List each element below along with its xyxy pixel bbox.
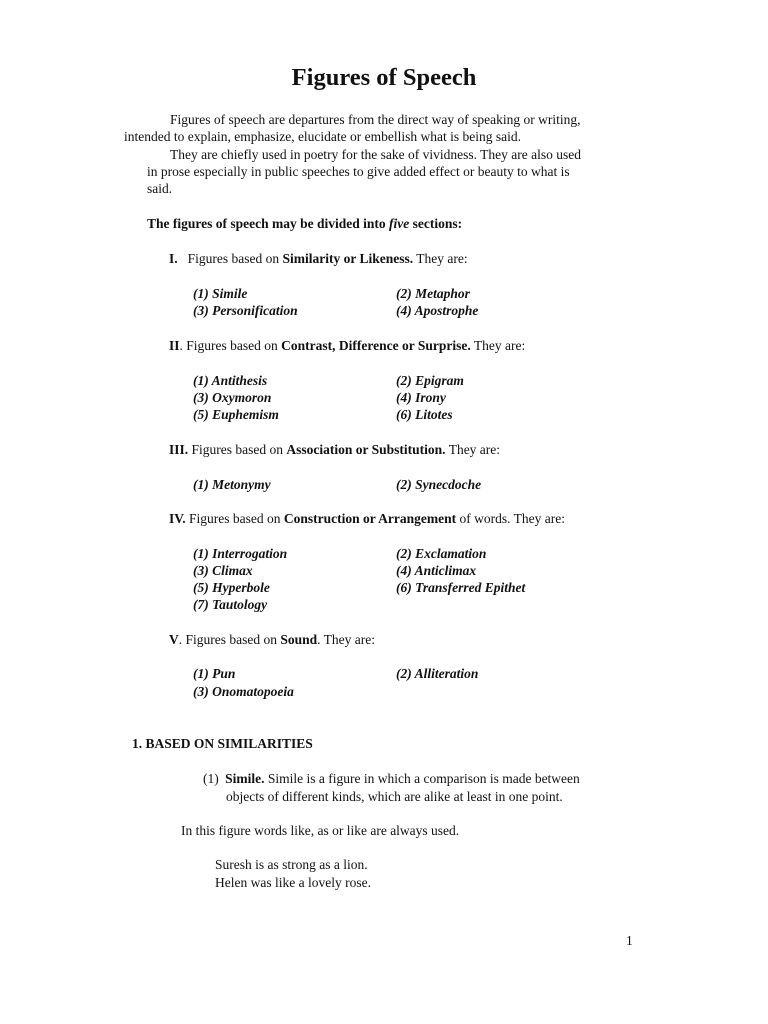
intro-line: Figures of speech are departures from the direct way of speaking or writing, <box>170 112 581 127</box>
section-heading <box>169 250 468 267</box>
list-item: (3) Climax <box>193 563 253 578</box>
list-item: (2) Epigram <box>396 373 464 388</box>
definition-term: Simile. <box>225 771 265 786</box>
list-item: (1) Simile <box>193 286 248 301</box>
section-numeral: II <box>169 338 180 353</box>
intro-line: They are chiefly used in poetry for the sake of vividness. They are also used <box>170 147 581 162</box>
section-numeral: III. <box>169 442 189 457</box>
list-item: (2) Alliteration <box>396 666 479 681</box>
body-text: In this figure words like, as or like are always used. <box>181 823 460 838</box>
example-line: Suresh is as strong as a lion. <box>215 857 368 872</box>
definition-text: Simile is a figure in which a comparison is made between <box>264 771 580 786</box>
definition-line: objects of different kinds, which are alike at least in one point. <box>226 789 563 804</box>
section-tail: They are: <box>445 442 501 457</box>
list-item: (4) Apostrophe <box>396 303 479 318</box>
sections-intro-emphasis: five <box>389 216 410 231</box>
list-item: (6) Transferred Epithet <box>396 580 526 595</box>
list-item: (2) Synecdoche <box>396 477 482 492</box>
section-numeral: V <box>169 632 179 647</box>
section-bold: Association or Substitution. <box>286 442 446 457</box>
section-bold: Contrast, Difference or Surprise. <box>281 338 471 353</box>
list-item: (3) Personification <box>193 303 298 318</box>
section-heading <box>169 337 525 354</box>
section-lead: . Figures based on <box>178 632 281 647</box>
section-lead: Figures based on <box>187 251 283 266</box>
page-number: 1 <box>626 933 633 948</box>
list-item: (1) Antithesis <box>193 373 268 388</box>
section-tail: They are: <box>413 251 468 266</box>
section-numeral: IV. <box>169 511 186 526</box>
sections-intro-text: sections: <box>409 216 463 231</box>
section-numeral: I. <box>169 251 178 266</box>
list-item: (3) Oxymoron <box>193 390 272 405</box>
list-item: (2) Exclamation <box>396 546 487 561</box>
section-heading <box>169 631 375 648</box>
list-item: (1) Pun <box>193 666 236 681</box>
section-tail: . They are: <box>317 632 376 647</box>
definition-line <box>203 770 580 787</box>
sections-intro <box>147 215 462 232</box>
definition-number: (1) <box>203 771 219 786</box>
list-item: (4) Anticlimax <box>396 563 477 578</box>
list-item: (3) Onomatopoeia <box>193 684 294 699</box>
section-lead: Figures based on <box>185 511 284 526</box>
example-line: Helen was like a lovely rose. <box>215 875 371 890</box>
sections-intro-text: The figures of speech may be divided into <box>147 216 390 231</box>
page-title: Figures of Speech <box>291 64 477 91</box>
list-item: (6) Litotes <box>396 407 453 422</box>
list-item: (2) Metaphor <box>396 286 470 301</box>
section-tail: of words. They are: <box>456 511 565 526</box>
intro-line: intended to explain, emphasize, elucidate or embellish what is being said. <box>124 129 522 144</box>
section-bold: Construction or Arrangement <box>283 511 457 526</box>
section-lead: Figures based on <box>188 442 287 457</box>
list-item: (7) Tautology <box>193 597 268 612</box>
intro-line: in prose especially in public speeches to give added effect or beauty to what is <box>147 164 570 179</box>
list-item: (1) Interrogation <box>193 546 288 561</box>
list-item: (4) Irony <box>396 390 446 405</box>
list-item: (1) Metonymy <box>193 477 271 492</box>
section-bold: Sound <box>280 632 318 647</box>
section-tail: They are: <box>470 338 526 353</box>
intro-line: said. <box>147 181 173 196</box>
section-bold: Similarity or Likeness. <box>282 251 414 266</box>
section-lead: . Figures based on <box>179 338 282 353</box>
section-heading <box>169 510 565 527</box>
list-item: (5) Hyperbole <box>193 580 270 595</box>
section-heading <box>169 441 500 458</box>
list-item: (5) Euphemism <box>193 407 279 422</box>
section-title: 1. BASED ON SIMILARITIES <box>132 736 313 751</box>
